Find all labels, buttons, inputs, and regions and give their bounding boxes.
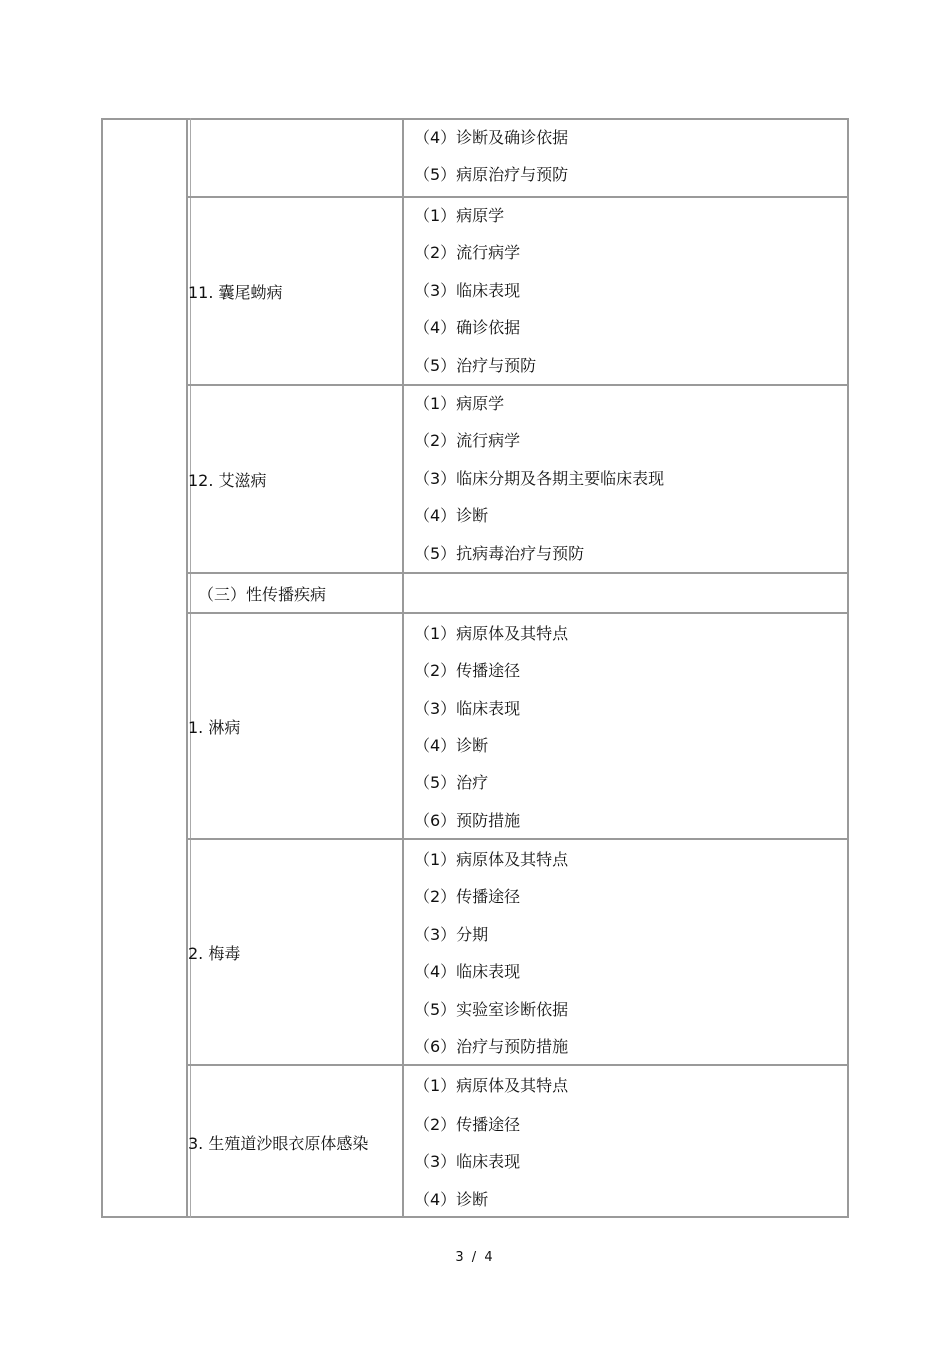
row-items [404, 118, 849, 196]
row-item: （1）病原体及其特点 [414, 624, 569, 643]
row-item: （4）临床表现 [414, 962, 521, 981]
row-item: （1）病原体及其特点 [414, 850, 569, 869]
row-item: （5）实验室诊断依据 [414, 1000, 569, 1019]
row-item: （2）流行病学 [414, 243, 521, 262]
row-topic: 11. 囊尾蚴病 [188, 282, 283, 302]
row-item: （4）诊断 [414, 506, 489, 525]
row-item: （1）病原学 [414, 394, 505, 413]
row-items [404, 614, 849, 838]
row-topic [188, 118, 402, 196]
page-number: 3 / 4 [455, 1250, 495, 1265]
row-item: （5）病原治疗与预防 [414, 165, 569, 184]
row-item: （2）传播途径 [414, 661, 521, 680]
row-item: （1）病原体及其特点 [414, 1076, 569, 1095]
row-item: （4）确诊依据 [414, 318, 521, 337]
row-item: （4）诊断 [414, 1190, 489, 1209]
row-item: （5）抗病毒治疗与预防 [414, 544, 585, 563]
row-item: （5）治疗 [414, 773, 489, 792]
row-item: （4）诊断及确诊依据 [414, 128, 569, 147]
row-topic: （三）性传播疾病 [198, 584, 327, 604]
row-topic: 3. 生殖道沙眼衣原体感染 [188, 1133, 369, 1153]
row-item: （2）流行病学 [414, 431, 521, 450]
row-item: （4）诊断 [414, 736, 489, 755]
row-item: （1）病原学 [414, 206, 505, 225]
table-row [188, 118, 849, 198]
row-items [404, 574, 849, 612]
row-items [404, 840, 849, 1064]
row-item: （3）临床表现 [414, 281, 521, 300]
table-row [188, 198, 849, 386]
row-item: （3）临床表现 [414, 1152, 521, 1171]
table-row [188, 1066, 849, 1218]
row-topic: 1. 淋病 [188, 717, 241, 737]
row-item: （2）传播途径 [414, 1115, 521, 1134]
row-items [404, 386, 849, 572]
table-row [188, 574, 849, 614]
row-items [404, 1066, 849, 1218]
row-topic: 12. 艾滋病 [188, 470, 267, 490]
row-topic: 2. 梅毒 [188, 943, 241, 963]
row-item: （3）临床分期及各期主要临床表现 [414, 469, 665, 488]
row-item: （6）治疗与预防措施 [414, 1037, 569, 1056]
table-row [188, 840, 849, 1066]
row-item: （6）预防措施 [414, 811, 521, 830]
row-items [404, 198, 849, 384]
row-item: （3）分期 [414, 925, 489, 944]
row-item: （5）治疗与预防 [414, 356, 537, 375]
table-row [188, 386, 849, 574]
table-row [188, 614, 849, 840]
row-item: （2）传播途径 [414, 887, 521, 906]
row-item: （3）临床表现 [414, 699, 521, 718]
